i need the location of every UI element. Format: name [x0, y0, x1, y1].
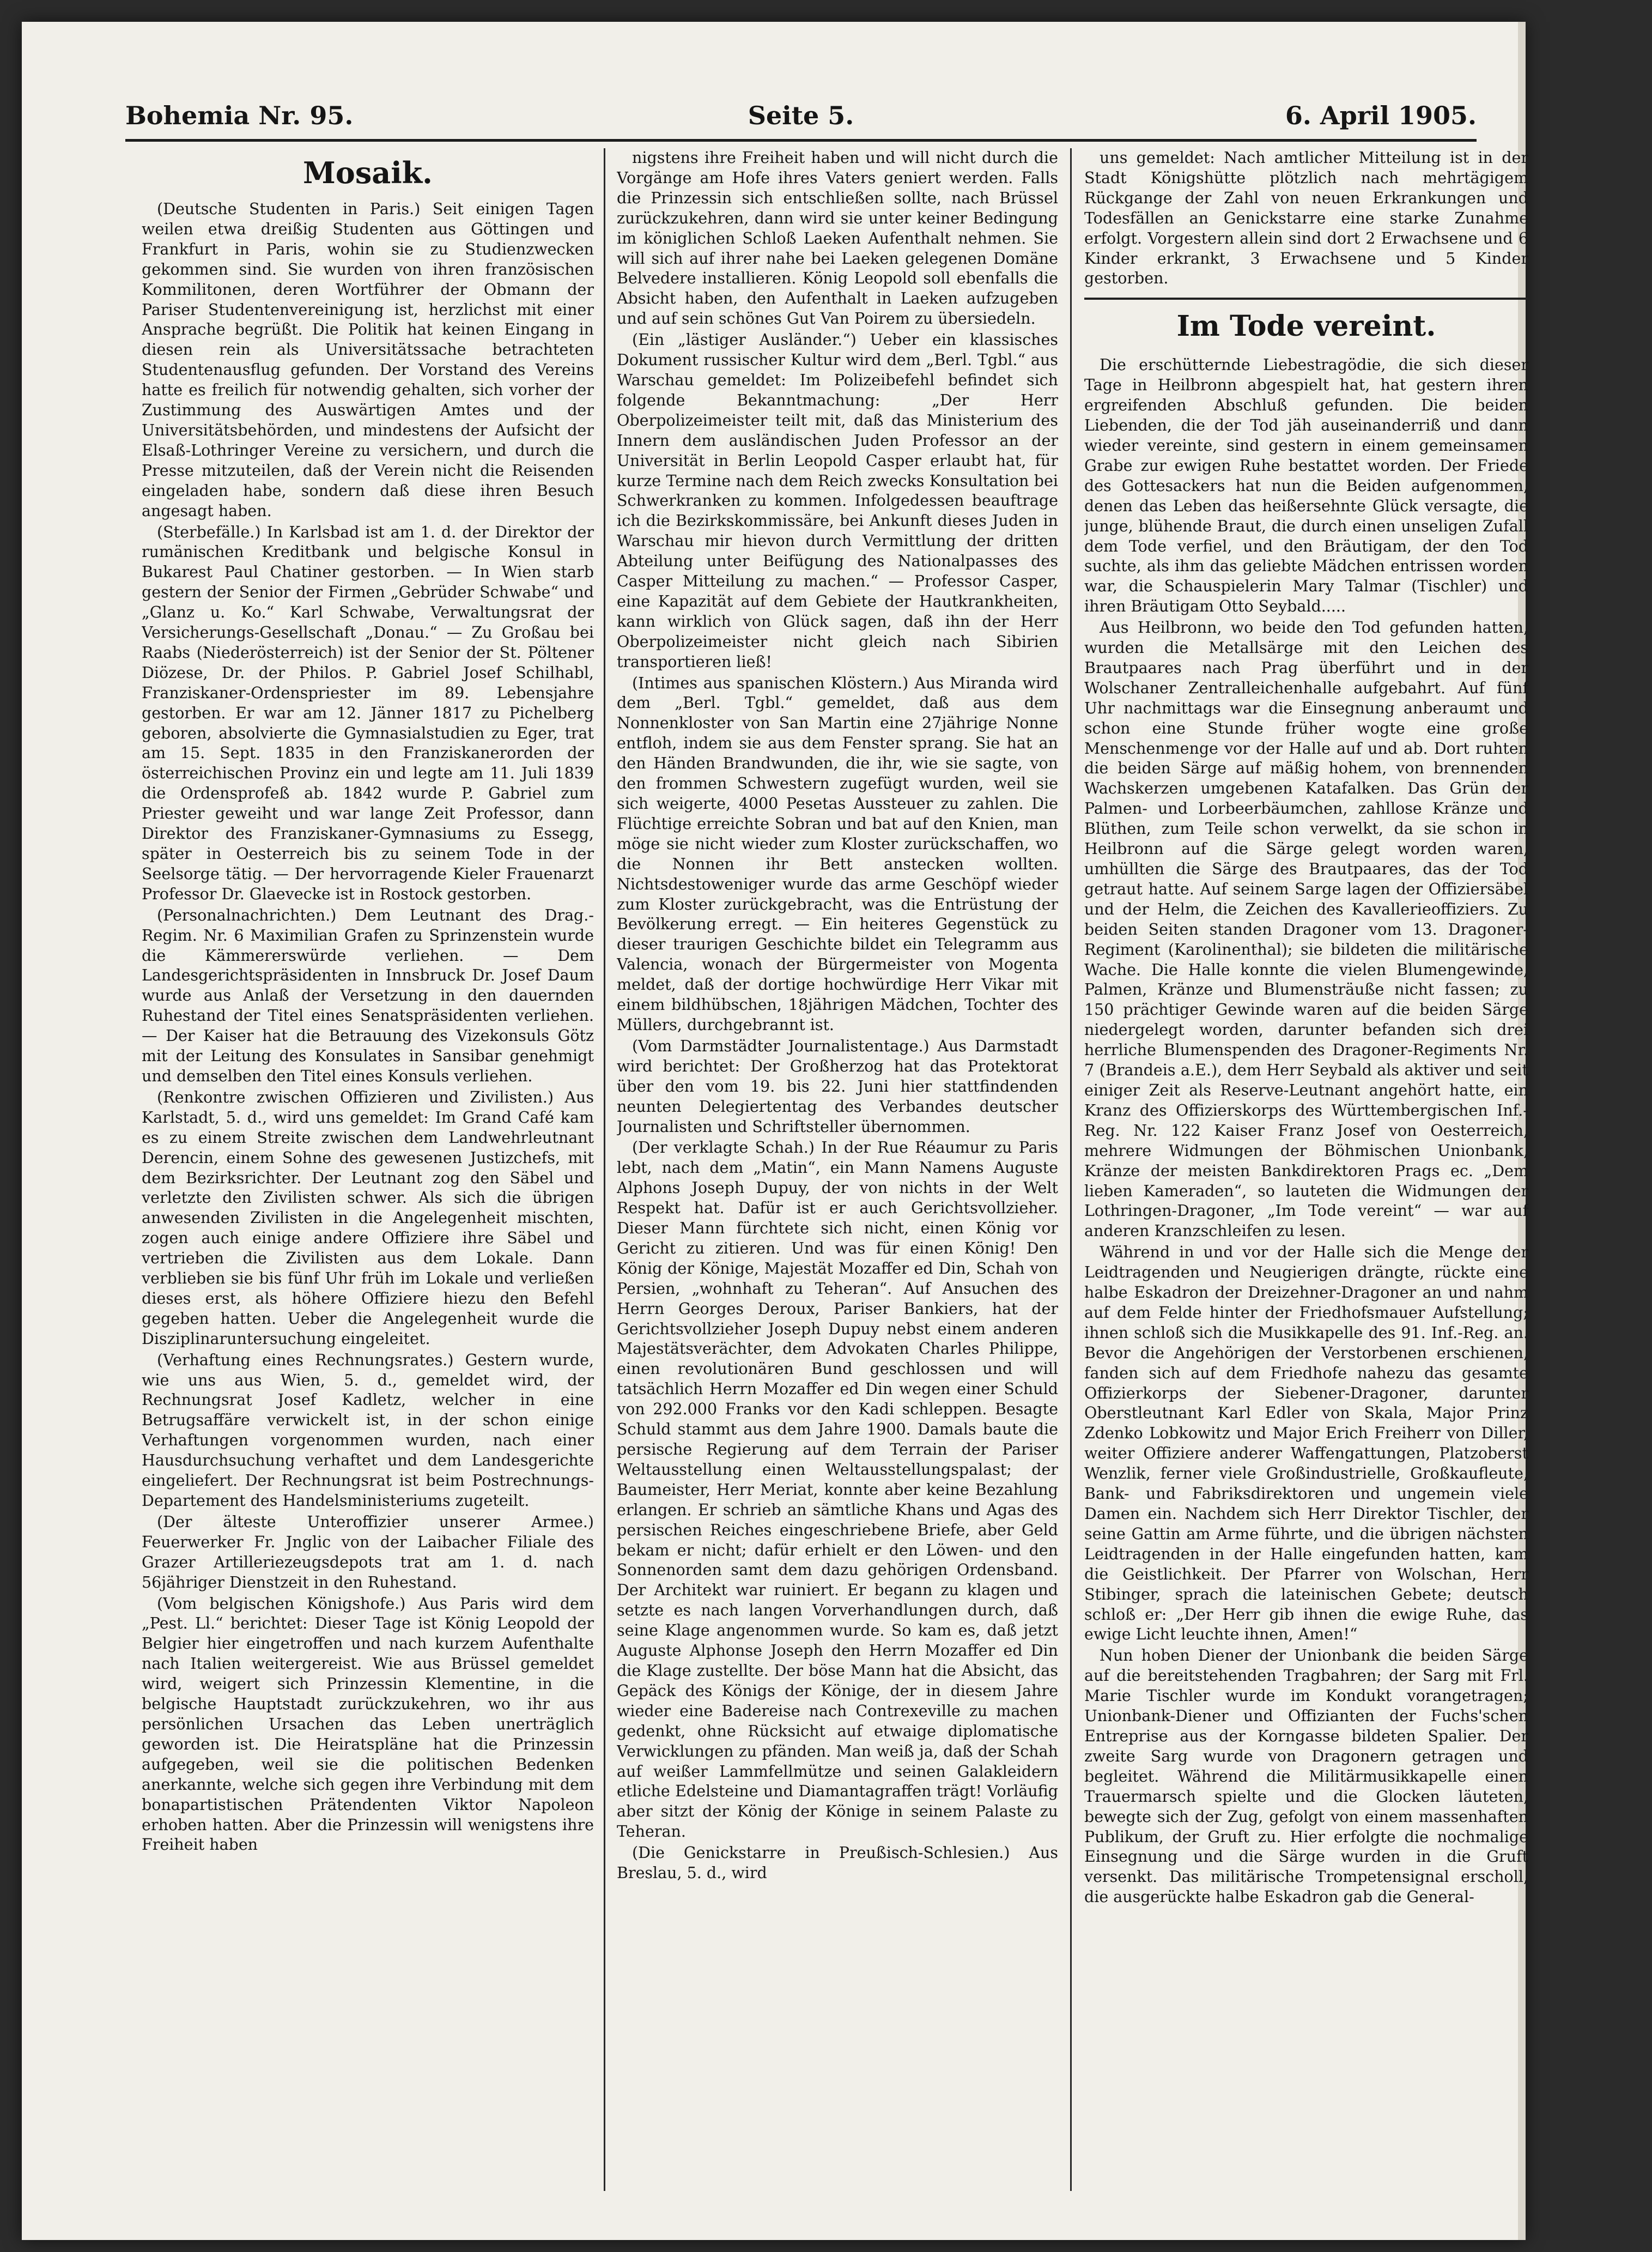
section-divider [1084, 298, 1528, 300]
section-heading-mosaik: Mosaik. [303, 155, 433, 190]
article-paragraph: (Personalnachrichten.) Dem Leutnant des Drag.-Regim. Nr. 6 Maximilian Grafen zu Sprinzenstein wurde die Kämmererswürde verliehen. — Dem Landesgerichtspräsidenten in Innsbruck Dr. Josef Daum wurde aus Anlaß der Versetzung in den dauernden Ruhestand der Titel eines Senatspräsidenten verliehen. — Der Kaiser hat die Betrauung des Vizekonsuls Götz mit der Leitung des Konsulates in Sansibar genehmigt und demselben den Titel eines Konsuls verliehen. [142, 906, 594, 1085]
article-paragraph: Aus Heilbronn, wo beide den Tod gefunden hatten, wurden die Metallsärge mit den Leichen des Brautpaares nach Prag überführt und in der Wolschaner Zentralleichenhalle aufgebahrt. Auf fünf Uhr nachmittags war die Einsegnung anberaumt und schon eine Stunde früher wogte eine große Menschenmenge vor der Halle auf und ab. Dort ruhten die beiden Särge auf mäßig hohem, von brennenden Wachskerzen umgebenen Katafalken. Das Grün der Palmen- und Lorbeerbäumchen, zahllose Kränze und Blüthen, zum Teile schon verwelkt, da sie schon in Heilbronn auf die Särge gelegt worden waren, umhüllten die Särge des Brautpaares, das der Tod getraut hatte. Auf seinem Sarge lagen der Offiziersäbel und der Helm, die Zeichen des Kavallerieoffiziers. Zu beiden Seiten standen Dragoner vom 13. Dragoner-Regiment (Karolinenthal); sie bildeten die militärische Wache. Die Halle konnte die vielen Blumengewinde, Palmen, Kränze und Blumensträuße nicht fassen; zu 150 prächtiger Gewinde waren auf die beiden Särge niedergelegt worden, darunter befanden sich drei herrliche Blumenspenden des Dragoner-Regiments Nr. 7 (Brandeis a.E.), dem Herr Seybald als aktiver und seit einiger Zeit als Reserve-Leutnant angehört hatte, ein Kranz des Offizierskorps des Württembergischen Inf.-Reg. Nr. 122 Kaiser Franz Josef von Oesterreich, mehrere Widmungen der Böhmischen Unionbank, Kränze der meisten Bankdirektoren Prags ec. „Dem lieben Kameraden“, so lauteten die Widmungen der Lothringen-Dragoner, „Im Tode vereint“ — war auf anderen Kranzschleifen zu lesen. [1084, 619, 1528, 1240]
article-paragraph: Die erschütternde Liebestragödie, die sich dieser Tage in Heilbronn abgespielt hat, hat gestern ihren ergreifenden Abschluß gefunden. Die beiden Liebenden, die der Tod jäh auseinanderriß und dann wieder vereinte, sind gestern in einem gemeinsamen Grabe zur ewigen Ruhe bestattet worden. Der Friede des Gottesackers hat nun die Beiden aufgenommen, denen das Leben das heißersehnte Glück versagte, die junge, blühende Braut, die durch einen unseligen Zufall dem Tode verfiel, und den Bräutigam, der den Tod suchte, als ihm das geliebte Mädchen entrissen worden war, die Schauspielerin Mary Talmar (Tischler) und ihren Bräutigam Otto Seybald..... [1084, 356, 1528, 616]
column-2 [617, 148, 1058, 2191]
column-rule-1 [604, 148, 605, 2191]
article-paragraph: (Der älteste Unteroffizier unserer Armee.) Feuerwerker Fr. Jnglic von der Laibacher Filiale des Grazer Artilleriezeugsdepots trat am 1. d. nach 56jähriger Dienstzeit in den Ruhestand. [142, 1512, 594, 1591]
header-publication: Bohemia Nr. 95. [125, 101, 354, 130]
section-heading-im-tode-vereint: Im Tode vereint. [1176, 310, 1436, 343]
article-paragraph: Nun hoben Diener der Unionbank die beiden Särge auf die bereitstehenden Tragbahren; der Sarg mit Frl. Marie Tischler wurde im Kondukt vorangetragen; Unionbank-Diener und Offizianten der Fuchs'schen Entreprise aus der Korngasse bildeten Spalier. Der zweite Sarg wurde von Dragonern getragen und begleitet. Während die Militärmusikkapelle einen Trauermarsch spielte und die Glocken läuteten, bewegte sich der Zug, gefolgt von einem massenhaften Publikum, der Gruft zu. Hier erfolgte die nochmalige Einsegnung und die Särge wurden in die Gruft versenkt. Das militärische Trompetensignal erscholl, die ausgerückte halbe Eskadron gab die General- [1084, 1646, 1528, 1906]
newspaper-page [22, 22, 1526, 2240]
article-paragraph: uns gemeldet: Nach amtlicher Mitteilung ist in der Stadt Königshütte plötzlich nach mehrtägigem Rückgange der Zahl von neuen Erkrankungen und Todesfällen an Genickstarre eine starke Zunahme erfolgt. Vorgestern allein sind dort 2 Erwachsene und 6 Kinder erkrankt, 3 Erwachsene und 5 Kinder gestorben. [1084, 149, 1528, 288]
page-header [125, 101, 1477, 142]
column-3 [1084, 148, 1528, 2191]
article-paragraph: (Ein „lästiger Ausländer.“) Ueber ein klassisches Dokument russischer Kultur wird dem „Berl. Tgbl.“ aus Warschau gemeldet: Im Polizeibefehl befindet sich folgende Bekanntmachung: „Der Herr Oberpolizeimeister teilt mit, daß das Ministerium des Innern dem ausländischen Juden Professor an der Universität in Berlin Leopold Casper erlaubt hat, für kurze Termine nach dem Reich zwecks Konsultation bei Schwerkranken zu kommen. Infolgedessen beauftrage ich die Bezirkskommissäre, bei Ankunft dieses Juden in Warschau mir hievon durch Vermittlung der dritten Abteilung unter Beifügung des Nationalpasses des Casper Mitteilung zu machen.“ — Professor Casper, eine Kapazität auf dem Gebiete der Hautkrankheiten, kann wirklich von Glück sagen, daß ihn der Herr Oberpolizeimeister nicht gleich nach Sibirien transportieren ließ! [617, 331, 1058, 671]
article-paragraph: Während in und vor der Halle sich die Menge der Leidtragenden und Neugierigen drängte, rückte eine halbe Eskadron der Dreizehner-Dragoner an und nahm auf dem Felde hinter der Friedhofsmauer Aufstellung; ihnen schloß sich die Musikkapelle des 91. Inf.-Reg. an. Bevor die Angehörigen der Verstorbenen erschienen, fanden sich auf dem Friedhofe nahezu das gesamte Offizierkorps der Siebener-Dragoner, darunter Oberstleutnant Karl Edler von Skala, Major Prinz Zdenko Lobkowitz und Major Erich Freiherr von Diller, weiter Offiziere anderer Waffengattungen, Platzoberst Wenzlik, ferner viele Großindustrielle, Großkaufleute, Bank- und Fabriksdirektoren und ungemein viele Damen ein. Nachdem sich Herr Direktor Tischler, der seine Gattin am Arme führte, und die übrigen nächsten Leidtragenden in der Halle eingefunden hatten, kam die Geistlichkeit. Der Pfarrer von Wolschan, Herr Stibinger, sprach die lateinischen Gebete; deutsch schloß er: „Der Herr gib ihnen die ewige Ruhe, das ewige Licht leuchte ihnen, Amen!“ [1084, 1243, 1528, 1644]
article-paragraph: (Verhaftung eines Rechnungsrates.) Gestern wurde, wie uns aus Wien, 5. d., gemeldet wird, der Rechnungsrat Josef Kadletz, welcher in eine Betrugsaffäre verwickelt ist, in der schon einige Verhaftungen vorgenommen wurden, nach einer Hausdurchsuchung verhaftet und dem Landesgerichte eingeliefert. Der Rechnungsrat ist beim Postrechnungs-Departement des Handelsministeriums zugeteilt. [142, 1351, 594, 1510]
article-paragraph: (Intimes aus spanischen Klöstern.) Aus Miranda wird dem „Berl. Tgbl.“ gemeldet, daß aus dem Nonnenkloster von San Martin eine 27jährige Nonne entfloh, indem sie aus dem Fenster sprang. Sie hat an den Händen Brandwunden, die ihr, wie sie sagte, von den frommen Schwestern zugefügt wurden, weil sie sich weigerte, 4000 Pesetas Aussteuer zu zahlen. Die Flüchtige erreichte Sobran und bat auf den Knien, man möge sie nicht wieder zum Kloster zurückschaffen, wo die Nonnen ihr Bett anstecken wollten. Nichtsdestoweniger wurde das arme Geschöpf wieder zum Kloster zurückgebracht, was die Entrüstung der Bevölkerung erregt. — Ein heiteres Gegenstück zu dieser traurigen Geschichte bildet ein Telegramm aus Valencia, wonach der Bürgermeister von Mogenta meldet, daß der dortige hochwürdige Herr Vikar mit einem bildhübschen, 18jährigen Mädchen, Tochter des Müllers, durchgebrannt ist. [617, 674, 1058, 1034]
article-paragraph: (Vom belgischen Königshofe.) Aus Paris wird dem „Pest. Ll.“ berichtet: Dieser Tage ist König Leopold der Belgier hier eingetroffen und nach kurzem Aufenthalte nach Italien weitergereist. Wie aus Brüssel gemeldet wird, weigert sich Prinzessin Klementine, in die belgische Hauptstadt zurückzukehren, wo ihr aus persönlichen Ursachen das Leben unerträglich geworden ist. Die Heiratspläne hat die Prinzessin aufgegeben, weil sie die politischen Bedenken anerkannte, welche sich gegen ihre Verbindung mit dem bonapartistischen Prätendenten Viktor Napoleon erhoben hatten. Aber die Prinzessin will wenigstens ihre Freiheit haben [142, 1594, 594, 1854]
header-date: 6. April 1905. [1285, 101, 1477, 130]
column-1 [142, 148, 594, 2191]
article-paragraph: nigstens ihre Freiheit haben und will nicht durch die Vorgänge am Hofe ihres Vaters geniert werden. Falls die Prinzessin sich entschließen sollte, nach Brüssel zurückzukehren, dann wird sie unter keiner Bedingung im königlichen Schloß Laeken Aufenthalt nehmen. Sie will sich auf ihrer nahe bei Laeken gelegenen Domäne Belvedere installieren. König Leopold soll ebenfalls die Absicht haben, den Aufenthalt in Laeken aufzugeben und auf sein schönes Gut Van Poirem zu übersiedeln. [617, 149, 1058, 328]
article-paragraph: (Der verklagte Schah.) In der Rue Réaumur zu Paris lebt, nach dem „Matin“, ein Mann Namens Auguste Alphons Joseph Dupuy, der von nichts in der Welt Respekt hat. Dafür ist er auch Gerichtsvollzieher. Dieser Mann fürchtete sich nicht, einen König vor Gericht zu zitieren. Und was für einen König! Den König der Könige, Majestät Mozaffer ed Din, Schah von Persien, „wohnhaft zu Teheran“. Auf Ansuchen des Herrn Georges Deroux, Pariser Bankiers, hat der Gerichtsvollzieher Joseph Dupuy nebst einem anderen Majestätsverächter, dem Advokaten Charles Philippe, einen revolutionären Bund geschlossen und will tatsächlich Herrn Mozaffer ed Din wegen einer Schuld von 292.000 Franks vor den Kadi schleppen. Besagte Schuld stammt aus dem Jahre 1900. Damals baute die persische Regierung auf dem Terrain der Pariser Weltausstellung einen Weltausstellungspalast; der Baumeister, Herr Meriat, konnte aber keine Bezahlung erlangen. Er schrieb an sämtliche Khans und Agas des persischen Reiches eingeschriebene Briefe, aber Geld bekam er nicht; dafür erhielt er den Löwen- und den Sonnenorden samt dem dazu gehörigen Ordensband. Der Architekt war ruiniert. Er begann zu klagen und setzte es nach langen Vorverhandlungen durch, daß seine Klage angenommen wurde. So kam es, daß jetzt Auguste Alphonse Joseph den Herrn Mozaffer ed Din die Klage zustellte. Der böse Mann hat die Absicht, das Gepäck des Königs der Könige, der in diesem Jahre wieder eine Badereise nach Contrexeville zu machen gedenkt, ohne Rücksicht auf etwaige diplomatische Verwicklungen zu pfänden. Man weiß ja, daß der Schah auf weißer Lammfellmütze und seinen Galakleidern etliche Edelsteine und Diamantagraffen trägt! Vorläufig aber sitzt der König der Könige in seinem Palaste zu Teheran. [617, 1139, 1058, 1841]
article-paragraph: (Vom Darmstädter Journalistentage.) Aus Darmstadt wird berichtet: Der Großherzog hat das Protektorat über den vom 19. bis 22. Juni hier stattfindenden neunten Delegiertentag des Verbandes deutscher Journalisten und Schriftsteller übernommen. [617, 1037, 1058, 1136]
header-page-number: Seite 5. [748, 101, 854, 130]
article-paragraph: (Deutsche Studenten in Paris.) Seit einigen Tagen weilen etwa dreißig Studenten aus Göttingen und Frankfurt in Paris, wohin sie zu Studienzwecken gekommen sind. Sie wurden von ihren französischen Kommilitonen, deren Wortführer der Obmann der Pariser Studentenvereinigung ist, herzlichst mit einer Ansprache begrüßt. Die Politik hat keinen Eingang in diesen rein als Universitätssache betrachteten Studentenausflug gefunden. Der Vorstand des Vereins hatte es freilich für notwendig gehalten, sich vorher der Zustimmung des Auswärtigen Amtes und der Universitätsbehörden, und mindestens der Aufsicht der Elsaß-Lothringer Vereine zu versichern, und durch die Presse mitzuteilen, daß der Verein nicht die Reisenden eingeladen habe, sondern daß diese ihren Besuch angesagt haben. [142, 200, 594, 520]
article-paragraph: (Die Genickstarre in Preußisch-Schlesien.) Aus Breslau, 5. d., wird [617, 1844, 1058, 1882]
article-paragraph: (Sterbefälle.) In Karlsbad ist am 1. d. der Direktor der rumänischen Kreditbank und belgische Konsul in Bukarest Paul Chatiner gestorben. — In Wien starb gestern der Senior der Firmen „Gebrüder Schwabe“ und „Glanz u. Ko.“ Karl Schwabe, Verwaltungsrat der Versicherungs-Gesellschaft „Donau.“ — Zu Großau bei Raabs (Niederösterreich) ist der Senior der St. Pöltener Diözese, Dr. der Philos. P. Gabriel Josef Schilhabl, Franziskaner-Ordenspriester im 89. Lebensjahre gestorben. Er war am 12. Jänner 1817 zu Pichelberg geboren, absolvierte die Gymnasialstudien zu Eger, trat am 15. Sept. 1835 in den Franziskanerorden der österreichischen Provinz ein und legte am 11. Juli 1839 die Ordensprofeß ab. 1842 wurde P. Gabriel zum Priester geweiht und war lange Zeit Professor, dann Direktor des Franziskaner-Gymnasiums zu Essegg, später in Oesterreich bis zu seinem Tode in der Seelsorge tätig. — Der hervorragende Kieler Frauenarzt Professor Dr. Glaevecke ist in Rostock gestorben. [142, 523, 594, 903]
column-rule-2 [1070, 148, 1072, 2191]
article-paragraph: (Renkontre zwischen Offizieren und Zivilisten.) Aus Karlstadt, 5. d., wird uns gemeldet: Im Grand Café kam es zu einem Streite zwischen dem Landwehrleutnant Derencin, einem Sohne des gewesenen Justizchefs, mit dem Bezirksrichter. Der Leutnant zog den Säbel und verletzte den Zivilisten schwer. Als sich die übrigen anwesenden Zivilisten in die Angelegenheit mischten, zogen auch einige andere Offiziere ihre Säbel und vertrieben die Zivilisten aus dem Lokale. Dann verblieben sie bis fünf Uhr früh im Lokale und verließen dieses erst, als höhere Offiziere hiezu den Befehl gegeben hatten. Ueber die Angelegenheit wurde die Disziplinaruntersuchung eingeleitet. [142, 1088, 594, 1348]
